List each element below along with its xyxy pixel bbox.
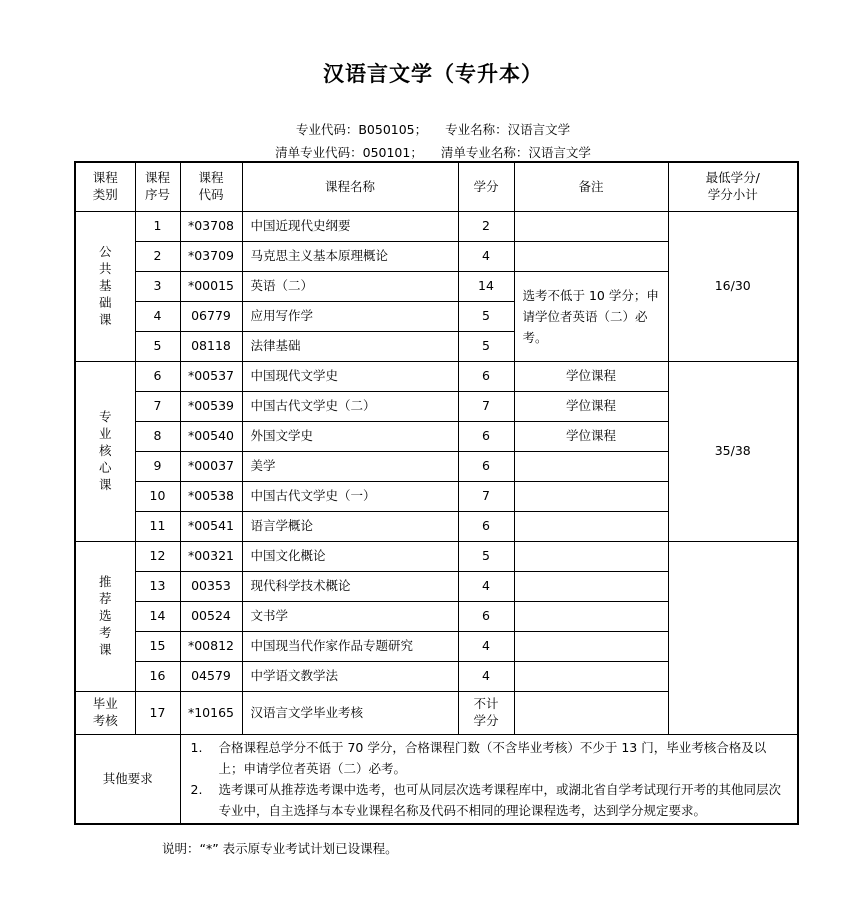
course-code: 06779 bbox=[180, 302, 242, 332]
category-graduation: 毕业 考核 bbox=[75, 692, 135, 735]
course-credit: 6 bbox=[458, 362, 514, 392]
course-name: 中国现代文学史 bbox=[242, 362, 458, 392]
course-code: *00537 bbox=[180, 362, 242, 392]
course-remark: 学位课程 bbox=[514, 392, 668, 422]
course-code: 00524 bbox=[180, 602, 242, 632]
course-remark: 学位课程 bbox=[514, 362, 668, 392]
course-seq: 10 bbox=[135, 482, 180, 512]
list-major-code: 清单专业代码：050101； bbox=[275, 145, 423, 160]
course-credit: 不计 学分 bbox=[458, 692, 514, 735]
course-name: 马克思主义基本原理概论 bbox=[242, 242, 458, 272]
other-requirements-label: 其他要求 bbox=[75, 735, 180, 825]
category-public-basic: 公 共 基 础 课 bbox=[75, 212, 135, 362]
course-seq: 16 bbox=[135, 662, 180, 692]
elective-remark: 选考不低于 10 学分；申请学位者英语（二）必考。 bbox=[514, 272, 668, 362]
requirement-item: 1. 合格课程总学分不低于 70 学分，合格课程门数（不含毕业考核）不少于 13 门，毕业考核合格及以上；申请学位者英语（二）必考。 bbox=[190, 740, 767, 776]
course-name: 中学语文教学法 bbox=[242, 662, 458, 692]
header-credit: 学分 bbox=[458, 162, 514, 212]
course-name: 美学 bbox=[242, 452, 458, 482]
min-credit-elective bbox=[668, 542, 798, 735]
course-seq: 13 bbox=[135, 572, 180, 602]
course-seq: 12 bbox=[135, 542, 180, 572]
course-credit: 6 bbox=[458, 422, 514, 452]
category-recommended-elective: 推 荐 选 考 课 bbox=[75, 542, 135, 692]
course-remark bbox=[514, 452, 668, 482]
course-code: 00353 bbox=[180, 572, 242, 602]
course-code: *00812 bbox=[180, 632, 242, 662]
course-code: 04579 bbox=[180, 662, 242, 692]
course-seq: 15 bbox=[135, 632, 180, 662]
course-code: *03709 bbox=[180, 242, 242, 272]
course-remark bbox=[514, 242, 668, 272]
course-remark bbox=[514, 662, 668, 692]
course-name: 中国古代文学史（二） bbox=[242, 392, 458, 422]
course-seq: 14 bbox=[135, 602, 180, 632]
table-row bbox=[75, 212, 798, 242]
course-code: *00540 bbox=[180, 422, 242, 452]
course-seq: 8 bbox=[135, 422, 180, 452]
course-name: 外国文学史 bbox=[242, 422, 458, 452]
course-seq: 2 bbox=[135, 242, 180, 272]
course-credit: 2 bbox=[458, 212, 514, 242]
course-remark bbox=[514, 632, 668, 662]
min-credit-major-core: 35/38 bbox=[668, 362, 798, 542]
course-seq: 4 bbox=[135, 302, 180, 332]
course-remark bbox=[514, 482, 668, 512]
course-remark bbox=[514, 542, 668, 572]
table-row bbox=[75, 542, 798, 572]
course-credit: 6 bbox=[458, 512, 514, 542]
course-code: 08118 bbox=[180, 332, 242, 362]
requirement-item: 2. 选考课可从推荐选考课中选考，也可从同层次选考课程库中，或湖北省自学考试现行开考的其他同层次专业中，自主选择与本专业课程名称及代码不相同的理论课程选考，达到学分规定要求。 bbox=[190, 782, 782, 818]
course-name: 中国文化概论 bbox=[242, 542, 458, 572]
other-requirements bbox=[180, 735, 798, 825]
header-min-credit: 最低学分/ 学分小计 bbox=[668, 162, 798, 212]
course-code: *00015 bbox=[180, 272, 242, 302]
list-major-info bbox=[0, 143, 866, 161]
course-seq: 1 bbox=[135, 212, 180, 242]
course-remark bbox=[514, 572, 668, 602]
course-name: 汉语言文学毕业考核 bbox=[242, 692, 458, 735]
course-seq: 17 bbox=[135, 692, 180, 735]
course-code: *03708 bbox=[180, 212, 242, 242]
course-remark bbox=[514, 602, 668, 632]
course-credit: 4 bbox=[458, 572, 514, 602]
course-code: *10165 bbox=[180, 692, 242, 735]
header-remark: 备注 bbox=[514, 162, 668, 212]
course-seq: 6 bbox=[135, 362, 180, 392]
course-seq: 7 bbox=[135, 392, 180, 422]
course-name: 现代科学技术概论 bbox=[242, 572, 458, 602]
course-name: 中国古代文学史（一） bbox=[242, 482, 458, 512]
course-remark bbox=[514, 212, 668, 242]
course-seq: 5 bbox=[135, 332, 180, 362]
course-credit: 4 bbox=[458, 662, 514, 692]
course-remark: 学位课程 bbox=[514, 422, 668, 452]
course-credit: 5 bbox=[458, 542, 514, 572]
header-seq: 课程 序号 bbox=[135, 162, 180, 212]
min-credit-public-basic: 16/30 bbox=[668, 212, 798, 362]
page-title: 汉语言文学（专升本） bbox=[323, 62, 543, 86]
course-credit: 6 bbox=[458, 452, 514, 482]
course-name: 英语（二） bbox=[242, 272, 458, 302]
footnote: 说明：“*” 表示原专业考试计划已设课程。 bbox=[162, 841, 398, 856]
course-remark bbox=[514, 512, 668, 542]
major-name: 专业名称：汉语言文学 bbox=[445, 122, 571, 137]
course-credit: 4 bbox=[458, 632, 514, 662]
course-credit: 14 bbox=[458, 272, 514, 302]
category-major-core: 专 业 核 心 课 bbox=[75, 362, 135, 542]
course-seq: 3 bbox=[135, 272, 180, 302]
header-name: 课程名称 bbox=[242, 162, 458, 212]
course-code: *00541 bbox=[180, 512, 242, 542]
course-plan-table bbox=[74, 161, 799, 825]
header-code: 课程 代码 bbox=[180, 162, 242, 212]
course-name: 中国近现代史纲要 bbox=[242, 212, 458, 242]
course-code: *00538 bbox=[180, 482, 242, 512]
major-info bbox=[0, 120, 866, 138]
table-row bbox=[75, 735, 798, 825]
course-name: 应用写作学 bbox=[242, 302, 458, 332]
course-credit: 7 bbox=[458, 482, 514, 512]
course-name: 文书学 bbox=[242, 602, 458, 632]
course-code: *00037 bbox=[180, 452, 242, 482]
course-name: 法律基础 bbox=[242, 332, 458, 362]
list-major-name: 清单专业名称：汉语言文学 bbox=[440, 145, 591, 160]
course-seq: 9 bbox=[135, 452, 180, 482]
course-remark bbox=[514, 692, 668, 735]
course-name: 中国现当代作家作品专题研究 bbox=[242, 632, 458, 662]
course-code: *00321 bbox=[180, 542, 242, 572]
course-credit: 5 bbox=[458, 302, 514, 332]
course-credit: 6 bbox=[458, 602, 514, 632]
course-code: *00539 bbox=[180, 392, 242, 422]
course-credit: 7 bbox=[458, 392, 514, 422]
course-credit: 5 bbox=[458, 332, 514, 362]
major-code: 专业代码：B050105； bbox=[295, 122, 428, 137]
course-seq: 11 bbox=[135, 512, 180, 542]
course-credit: 4 bbox=[458, 242, 514, 272]
header-category: 课程 类别 bbox=[75, 162, 135, 212]
course-name: 语言学概论 bbox=[242, 512, 458, 542]
table-row bbox=[75, 362, 798, 392]
